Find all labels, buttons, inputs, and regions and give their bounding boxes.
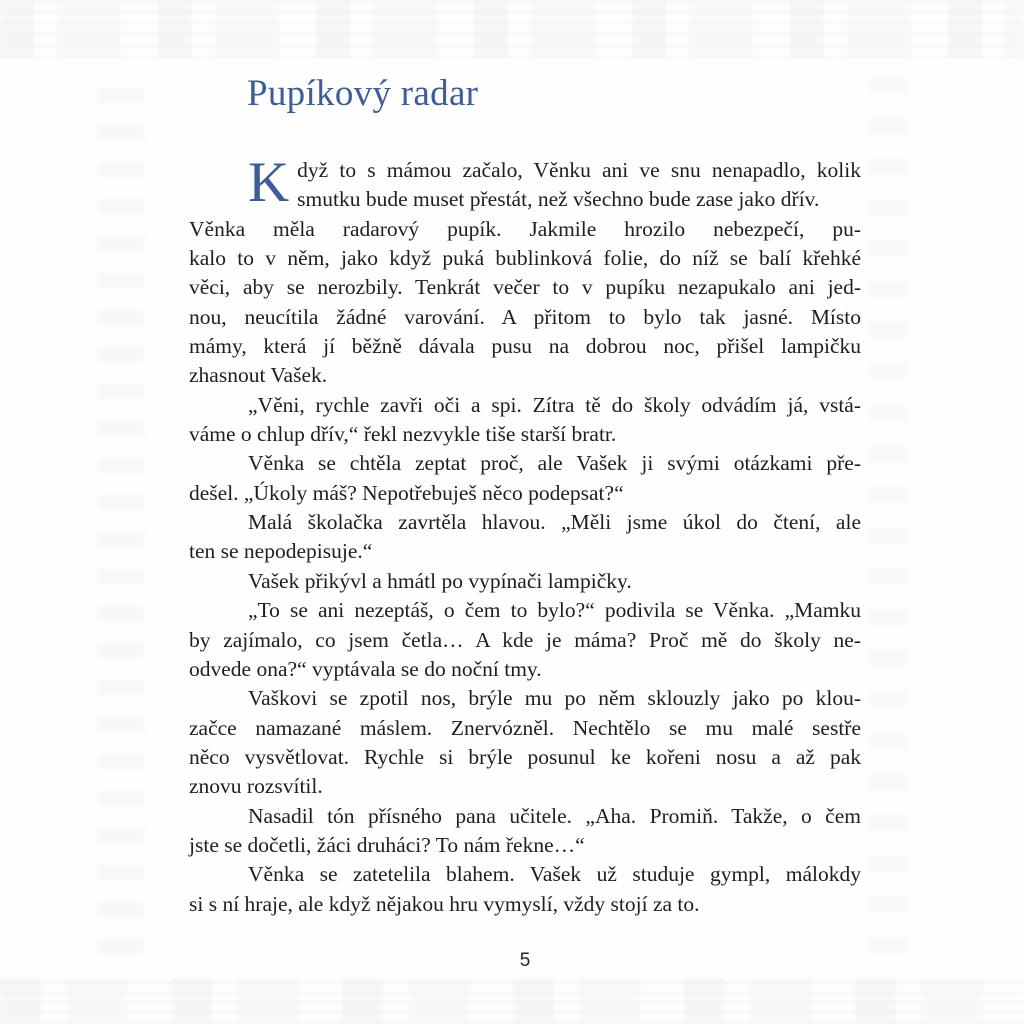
text-line: Malá školačka zavrtěla hlavou. „Měli jsme úkol do čtení, ale <box>248 510 861 535</box>
body-text <box>189 151 861 919</box>
paragraph <box>189 391 861 450</box>
scan-texture-top <box>0 0 1024 58</box>
scan-texture-bottom <box>0 978 1024 1024</box>
text-line: znovu rozsvítil. <box>189 774 323 799</box>
text-line: „Věni, rychle zavři oči a spi. Zítra tě do školy odvádím já, vstá- <box>248 392 861 417</box>
text-line: nou, neucítila žádné varování. A přitom to bylo tak jasné. Místo <box>189 304 861 329</box>
page-number: 5 <box>519 950 531 971</box>
text-line: si s ní hraje, ale když nějakou hru vymyslí, vždy stojí za to. <box>189 891 700 916</box>
text-line: by zajímalo, co jsem četla… A kde je máma? Proč mě do školy ne- <box>189 627 861 652</box>
paragraph <box>189 684 861 801</box>
text-line: „To se ani nezeptáš, o čem to bylo?“ podivila se Věnka. „Mamku <box>248 598 861 623</box>
text-line: věci, aby se nerozbily. Tenkrát večer to v pupíku nezapukalo ani jed- <box>189 275 861 300</box>
scan-texture-left <box>98 70 144 954</box>
drop-cap: K <box>248 151 290 214</box>
paragraph <box>189 508 861 567</box>
paragraph <box>189 596 861 684</box>
text-line: Věnka se chtěla zeptat proč, ale Vašek ji svými otázkami pře- <box>248 451 861 476</box>
text-line: něco vysvětlovat. Rychle si brýle posunul ke kořeni nosu a až pak <box>189 744 861 769</box>
text-line: Věnka se zatetelila blahem. Vašek už studuje gympl, málokdy <box>248 862 861 887</box>
text-line: kalo to v něm, jako když puká bublinková folie, do níž se balí křehké <box>189 246 861 271</box>
text-line: odvede ona?“ vyptávala se do noční tmy. <box>189 656 542 681</box>
paragraph <box>189 860 861 919</box>
text-line: Věnka měla radarový pupík. Jakmile hrozilo nebezpečí, pu- <box>189 216 861 241</box>
paragraph <box>189 449 861 508</box>
text-line: Vaškovi se zpotil nos, brýle mu po něm sklouzly jako po klou- <box>248 686 861 711</box>
text-line: Vašek přikývl a hmátl po vypínači lampičky. <box>248 568 632 593</box>
paragraph <box>189 567 861 596</box>
text-line: mámy, která jí běžně dávala pusu na dobrou noc, přišel lampičku <box>189 334 861 359</box>
text-line: smutku bude muset přestát, než všechno bude zase jako dřív. <box>297 187 820 212</box>
text-line: ten se nepodepisuje.“ <box>189 539 373 564</box>
text-line: váme o chlup dřív,“ řekl nezvykle tiše starší bratr. <box>189 422 617 447</box>
text-line: dešel. „Úkoly máš? Nepotřebuješ něco podepsat?“ <box>189 480 624 505</box>
scan-texture-right <box>868 70 908 954</box>
text-line: začce namazané máslem. Znervózněl. Nechtělo se mu malé sestře <box>189 715 861 740</box>
paragraph <box>189 802 861 861</box>
text-line: zhasnout Vašek. <box>189 363 328 388</box>
text-line: jste se dočetli, žáci druháci? To nám řekne…“ <box>189 832 585 857</box>
paragraph <box>189 215 861 391</box>
chapter-title: Pupíkový radar <box>247 73 479 114</box>
text-line: dyž to s mámou začalo, Věnku ani ve snu nenapadlo, kolik <box>297 158 861 182</box>
text-line: Nasadil tón přísného pana učitele. „Aha. Promiň. Takže, o čem <box>248 803 861 828</box>
paragraph <box>248 151 861 215</box>
